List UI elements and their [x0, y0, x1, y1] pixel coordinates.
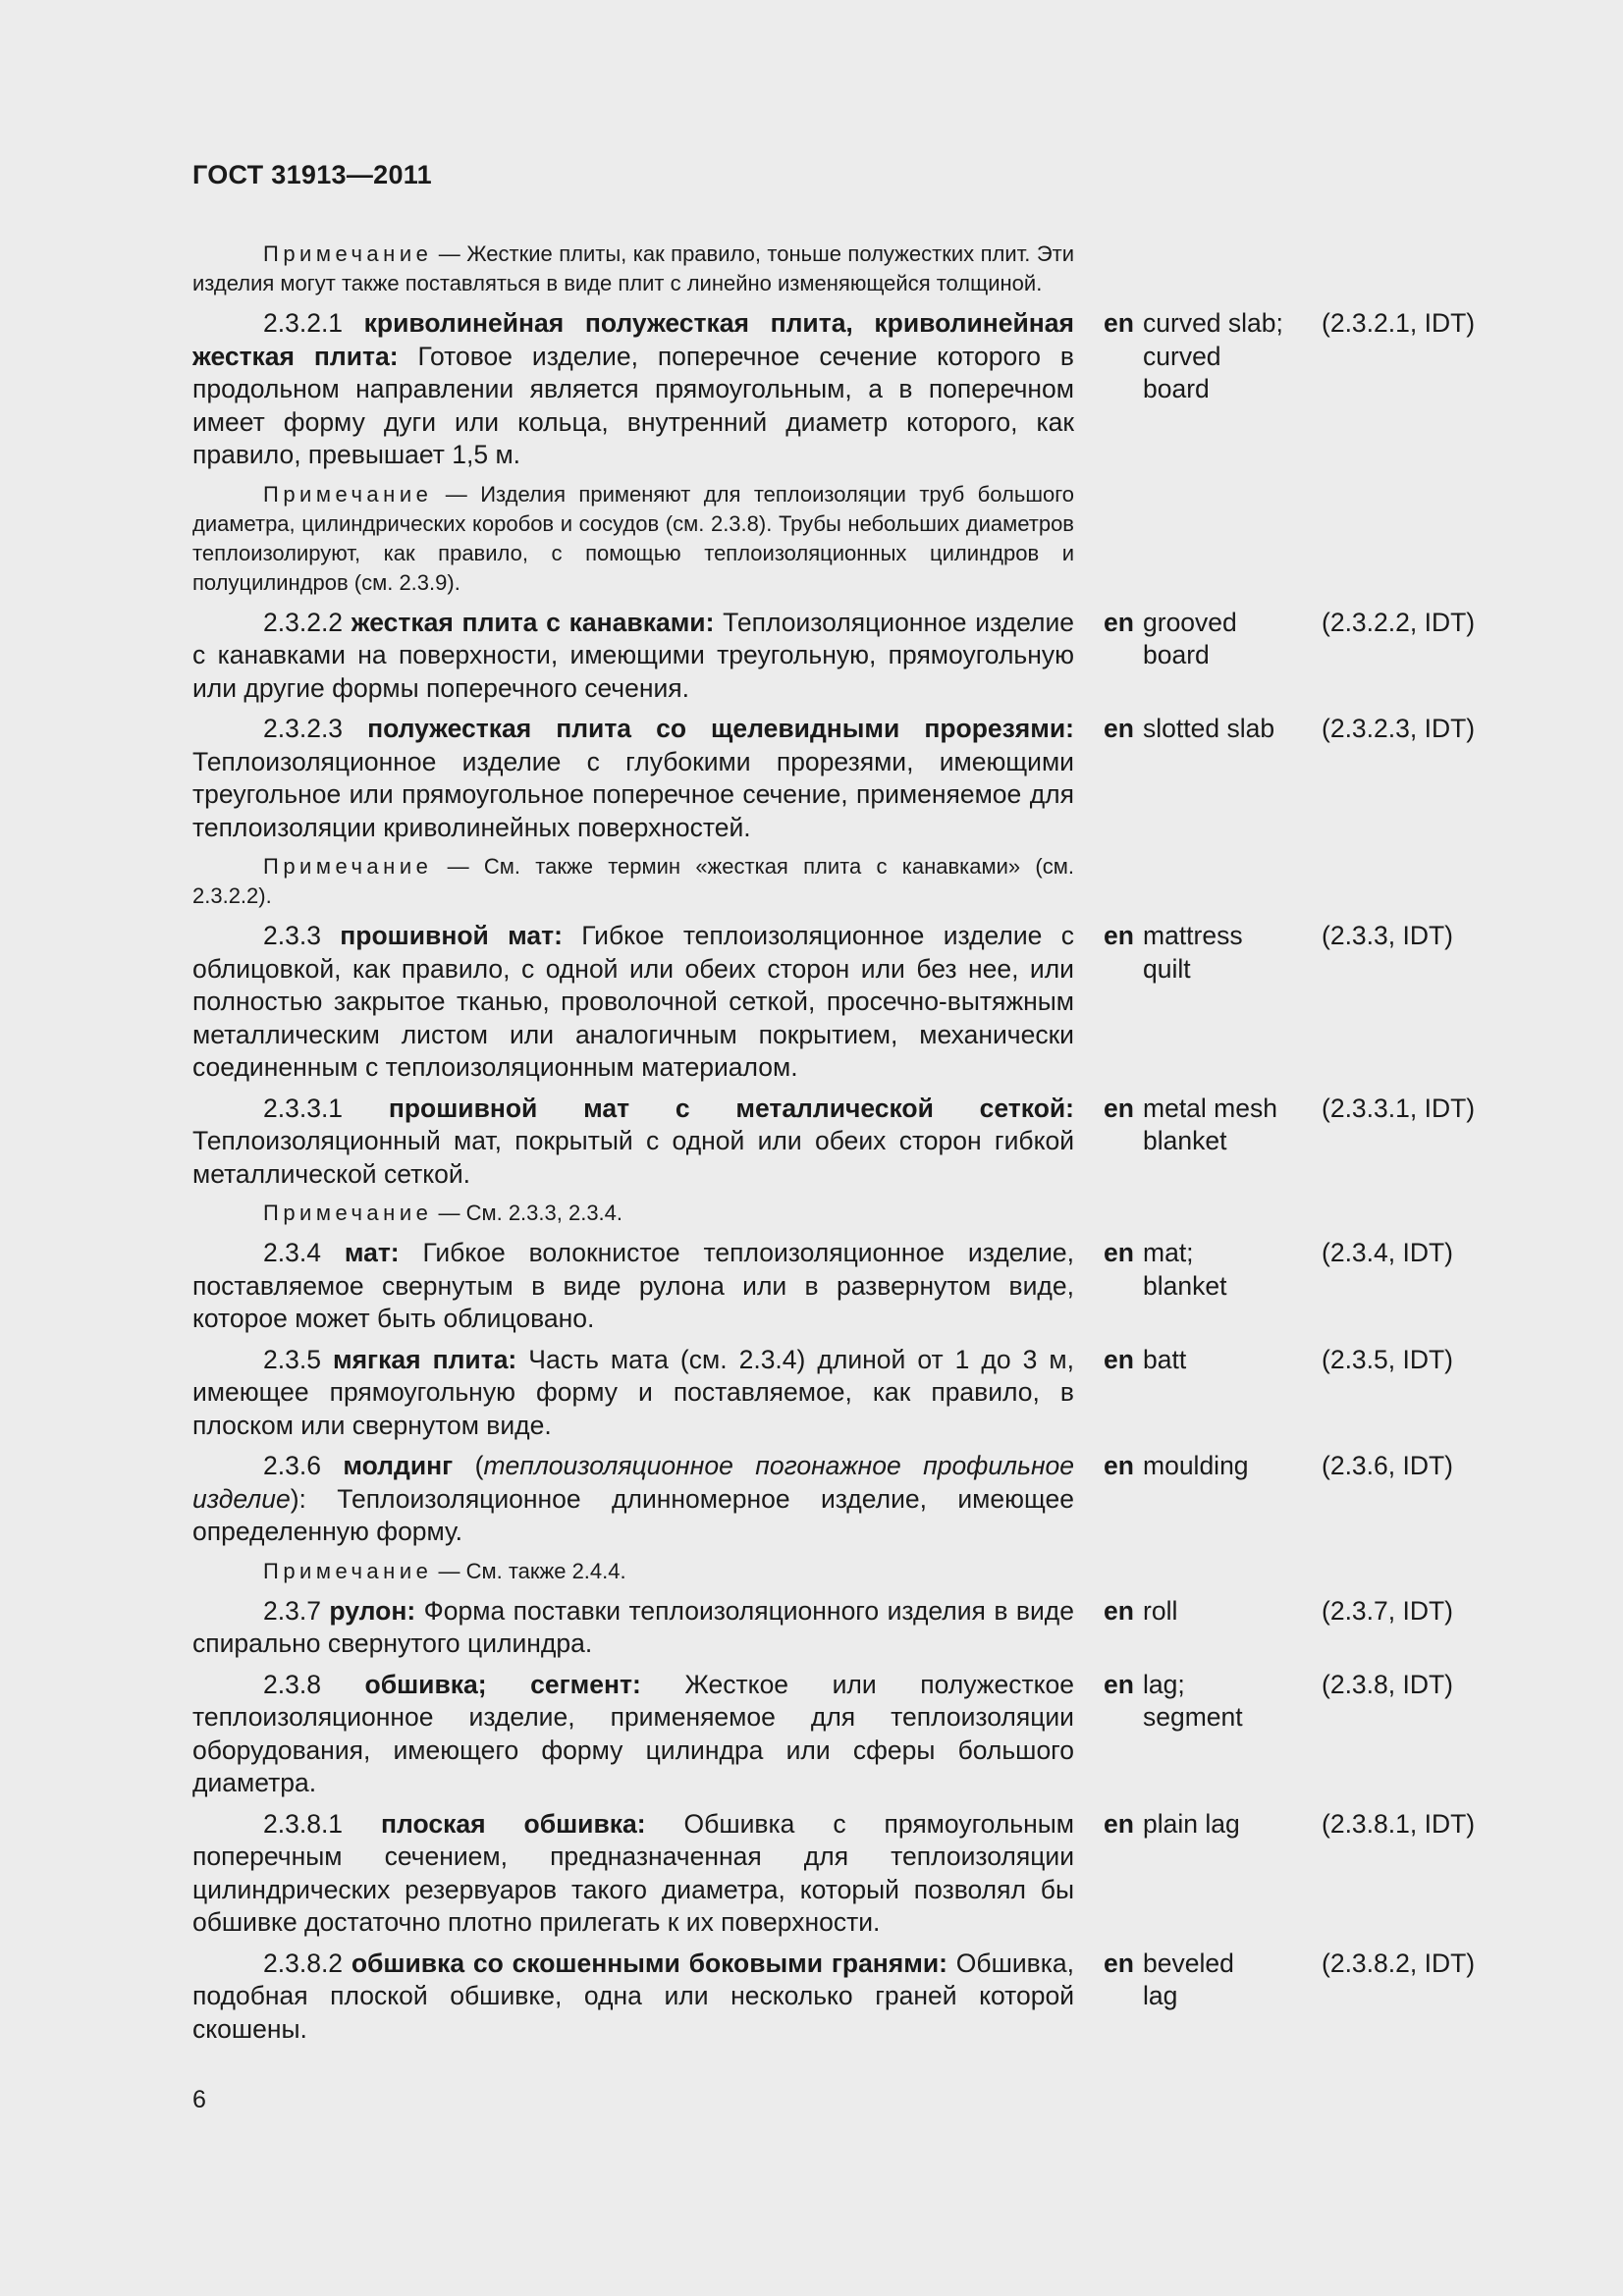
- term-number: 2.3.8: [263, 1669, 365, 1699]
- english-terms: [1143, 1344, 1322, 1443]
- english-term: curved slab;: [1143, 308, 1283, 338]
- english-equivalent: [1104, 1595, 1322, 1661]
- english-equivalent: [1104, 713, 1322, 844]
- term-name: молдинг: [343, 1451, 454, 1480]
- english-terms: [1143, 1669, 1322, 1800]
- note: [192, 1557, 1074, 1586]
- term-name: криволинейная полужесткая плита, криволинейная жесткая плита:: [192, 308, 1074, 371]
- source-reference: (2.3.5, IDT): [1322, 1344, 1454, 1374]
- source-reference: (2.3.3, IDT): [1322, 921, 1454, 950]
- term-name: прошивной мат с металлической сеткой:: [388, 1093, 1074, 1123]
- source-reference: (2.3.3.1, IDT): [1322, 1093, 1476, 1123]
- note-dash: —: [432, 1201, 466, 1225]
- language-code: en: [1104, 921, 1134, 950]
- english-term: batt: [1143, 1344, 1187, 1374]
- english-term: segment: [1143, 1702, 1243, 1732]
- source-reference: (2.3.2.2, IDT): [1322, 607, 1476, 637]
- english-equivalent: [1104, 1450, 1322, 1549]
- source-reference: (2.3.8, IDT): [1322, 1669, 1454, 1699]
- note-label: Примечание: [263, 1201, 433, 1225]
- term-definition: [192, 1450, 1074, 1549]
- english-term: lag;: [1143, 1669, 1185, 1699]
- language-code: en: [1104, 607, 1134, 637]
- term-definition: [192, 1237, 1074, 1336]
- note-label: Примечание: [263, 1558, 433, 1583]
- term-synonym: теплоизоляционное погонажное профильное изделие: [192, 1451, 1074, 1514]
- english-terms: [1143, 1808, 1322, 1940]
- term-entry: [192, 1669, 1488, 1800]
- term-name: жесткая плита с канавками:: [351, 607, 715, 637]
- definition-text: Теплоизоляционное изделие с глубокими прорезями, имеющими треугольное или прямоугольное поперечное сечение, применяемое для теплоизоляции криволинейных поверхностей.: [192, 746, 1074, 842]
- english-terms: [1143, 713, 1322, 844]
- note-text: См. также 2.4.4.: [465, 1558, 626, 1583]
- language-code: en: [1104, 308, 1134, 338]
- english-terms: [1143, 1948, 1322, 2047]
- term-entry: [192, 607, 1488, 706]
- english-terms: [1143, 1450, 1322, 1549]
- language-code: en: [1104, 1669, 1134, 1699]
- note: [192, 240, 1074, 298]
- term-definition: [192, 1808, 1074, 1940]
- english-terms: [1143, 307, 1322, 472]
- term-name: полужесткая плита со щелевидными прорезями:: [367, 714, 1074, 743]
- note-label: Примечание: [263, 854, 433, 879]
- definition-text: Готовое изделие, поперечное сечение которого в продольном направлении является прямоугольным, а в поперечном имеет форму дуги или кольца, внутренний диаметр которого, как правило, превышает 1,5 м.: [192, 341, 1074, 469]
- english-equivalent: [1104, 1948, 1322, 2047]
- term-name: мягкая плита:: [332, 1344, 517, 1374]
- term-definition: [192, 1595, 1074, 1661]
- source-reference: (2.3.8.2, IDT): [1322, 1948, 1476, 1978]
- term-number: 2.3.3: [263, 921, 341, 950]
- note: [192, 1199, 1074, 1228]
- term-definition: [192, 307, 1074, 472]
- definition-text: Обшивка с прямоугольным поперечным сечением, предназначенная для теплоизоляции цилиндрических резервуаров такого диаметра, который позволял бы обшивке достаточно плотно прилегать к их поверхности.: [192, 1808, 1075, 1937]
- note-text: См. 2.3.3, 2.3.4.: [465, 1201, 623, 1225]
- term-definition: [192, 607, 1074, 706]
- term-definition: [192, 1344, 1074, 1443]
- english-equivalent: [1104, 307, 1322, 472]
- note-label: Примечание: [263, 481, 433, 507]
- term-definition: [192, 920, 1074, 1085]
- term-number: 2.3.8.1: [263, 1808, 382, 1839]
- english-term: mattress: [1143, 921, 1243, 950]
- term-number: 2.3.2.2: [263, 607, 352, 637]
- term-entry: [192, 1450, 1488, 1549]
- english-term: blanket: [1143, 1126, 1227, 1155]
- paren-open: (: [453, 1451, 484, 1480]
- source-reference: (2.3.6, IDT): [1322, 1451, 1454, 1480]
- term-number: 2.3.2.1: [263, 308, 364, 338]
- english-term: slotted slab: [1143, 714, 1275, 743]
- english-terms: [1143, 1237, 1322, 1336]
- source-reference: (2.3.8.1, IDT): [1322, 1808, 1476, 1839]
- english-equivalent: [1104, 1344, 1322, 1443]
- definition-text: Часть мата (см. 2.3.4) длиной от 1 до 3 м, имеющее прямоугольную форму и поставляемое, как правило, в плоском или свернутом виде.: [192, 1344, 1075, 1440]
- note-dash: —: [432, 854, 484, 879]
- definition-text: Обшивка, подобная плоской обшивке, одна или несколько граней которой скошены.: [192, 1948, 1074, 2044]
- english-equivalent: [1104, 920, 1322, 1085]
- english-term: curved: [1143, 341, 1221, 371]
- paren-close: ): [290, 1483, 299, 1514]
- note: [192, 852, 1074, 911]
- english-equivalent: [1104, 1808, 1322, 1940]
- definition-text: Форма поставки теплоизоляционного изделия в виде спирально свернутого цилиндра.: [192, 1595, 1074, 1658]
- note-text: См. также термин «жесткая плита с канавками» (см. 2.3.2.2).: [192, 854, 1074, 908]
- term-name: рулон:: [329, 1595, 416, 1626]
- term-entry: [192, 920, 1488, 1085]
- term-name: обшивка со скошенными боковыми гранями:: [351, 1948, 947, 1978]
- terms-list: [192, 240, 1488, 2054]
- note-text: Жесткие плиты, как правило, тоньше полужестких плит. Эти изделия могут также поставляться в виде плит с линейно изменяющейся толщиной.: [192, 241, 1074, 295]
- term-entry: [192, 307, 1488, 472]
- page-number: 6: [192, 2086, 206, 2113]
- definition-text: Гибкое волокнистое теплоизоляционное изделие, поставляемое свернутым в виде рулона или в развернутом виде, которое может быть облицовано.: [192, 1238, 1074, 1333]
- source-reference: (2.3.7, IDT): [1322, 1595, 1454, 1626]
- english-terms: [1143, 607, 1322, 706]
- note-dash: —: [432, 1558, 466, 1583]
- term-definition: [192, 713, 1074, 844]
- term-name: мат:: [344, 1238, 400, 1267]
- term-entry: [192, 1344, 1488, 1443]
- language-code: en: [1104, 1808, 1134, 1839]
- english-term: plain lag: [1143, 1808, 1240, 1839]
- language-code: en: [1104, 1093, 1134, 1123]
- english-term: roll: [1143, 1595, 1178, 1626]
- note-label: Примечание: [263, 241, 433, 266]
- language-code: en: [1104, 1948, 1134, 1978]
- term-number: 2.3.2.3: [263, 714, 368, 743]
- english-term: beveled: [1143, 1948, 1234, 1978]
- english-term: metal mesh: [1143, 1093, 1277, 1123]
- document-header: ГОСТ 31913—2011: [192, 160, 432, 189]
- source-reference: (2.3.2.1, IDT): [1322, 308, 1476, 338]
- note-text: Изделия применяют для теплоизоляции труб большого диаметра, цилиндрических коробов и сосудов (см. 2.3.8). Трубы небольших диаметров теплоизолируют, как правило, с помощью теплоизоляционных цилиндров и полуцилиндров (см. 2.3.9).: [192, 481, 1074, 595]
- english-terms: [1143, 920, 1322, 1085]
- english-term: grooved: [1143, 607, 1237, 637]
- english-equivalent: [1104, 1669, 1322, 1800]
- term-entry: [192, 1237, 1488, 1336]
- definition-text: Теплоизоляционное изделие с канавками на поверхности, имеющими треугольную, прямоугольную или другие формы поперечного сечения.: [192, 607, 1075, 703]
- english-term: blanket: [1143, 1270, 1227, 1301]
- term-number: 2.3.5: [263, 1344, 333, 1374]
- term-number: 2.3.7: [263, 1595, 330, 1626]
- definition-text: : Теплоизоляционное длинномерное изделие, имеющее определенную форму.: [192, 1483, 1074, 1546]
- english-term: moulding: [1143, 1451, 1249, 1480]
- term-number: 2.3.6: [263, 1451, 344, 1480]
- note-dash: —: [432, 241, 467, 266]
- term-name: плоская обшивка:: [381, 1808, 646, 1839]
- note-dash: —: [432, 481, 481, 507]
- term-entry: [192, 713, 1488, 844]
- term-number: 2.3.4: [263, 1238, 345, 1267]
- term-entry: [192, 1093, 1488, 1192]
- term-number: 2.3.3.1: [263, 1093, 389, 1123]
- english-term: quilt: [1143, 953, 1191, 984]
- language-code: en: [1104, 714, 1134, 743]
- term-name: прошивной мат:: [340, 921, 563, 950]
- english-term: board: [1143, 640, 1210, 669]
- language-code: en: [1104, 1238, 1134, 1267]
- english-term: mat;: [1143, 1238, 1194, 1267]
- term-name: обшивка; сегмент:: [364, 1669, 641, 1699]
- definition-text: Жесткое или полужесткое теплоизоляционное изделие, применяемое для теплоизоляции оборудования, имеющего форму цилиндра или сферы большого диаметра.: [192, 1669, 1075, 1797]
- english-term: lag: [1143, 1981, 1178, 2010]
- english-equivalent: [1104, 1093, 1322, 1192]
- term-entry: [192, 1948, 1488, 2047]
- source-reference: (2.3.2.3, IDT): [1322, 714, 1476, 743]
- english-terms: [1143, 1595, 1322, 1661]
- definition-text: Теплоизоляционный мат, покрытый с одной или обеих сторон гибкой металлической сеткой.: [192, 1126, 1074, 1189]
- english-equivalent: [1104, 1237, 1322, 1336]
- note: [192, 480, 1074, 598]
- source-reference: (2.3.4, IDT): [1322, 1238, 1454, 1267]
- term-entry: [192, 1808, 1488, 1940]
- term-definition: [192, 1093, 1074, 1192]
- english-terms: [1143, 1093, 1322, 1192]
- language-code: en: [1104, 1344, 1134, 1374]
- term-definition: [192, 1669, 1074, 1800]
- term-definition: [192, 1948, 1074, 2047]
- definition-text: Гибкое теплоизоляционное изделие с облицовкой, как правило, с одной или обеих сторон или без нее, или полностью закрытое тканью, проволочной сеткой, просечно-вытяжным металлическим листом или аналогичным покрытием, механически соединенным с теплоизоляционным материалом.: [192, 921, 1074, 1082]
- english-term: board: [1143, 374, 1210, 403]
- english-equivalent: [1104, 607, 1322, 706]
- term-entry: [192, 1595, 1488, 1661]
- term-number: 2.3.8.2: [263, 1948, 352, 1978]
- language-code: en: [1104, 1451, 1134, 1480]
- language-code: en: [1104, 1595, 1134, 1626]
